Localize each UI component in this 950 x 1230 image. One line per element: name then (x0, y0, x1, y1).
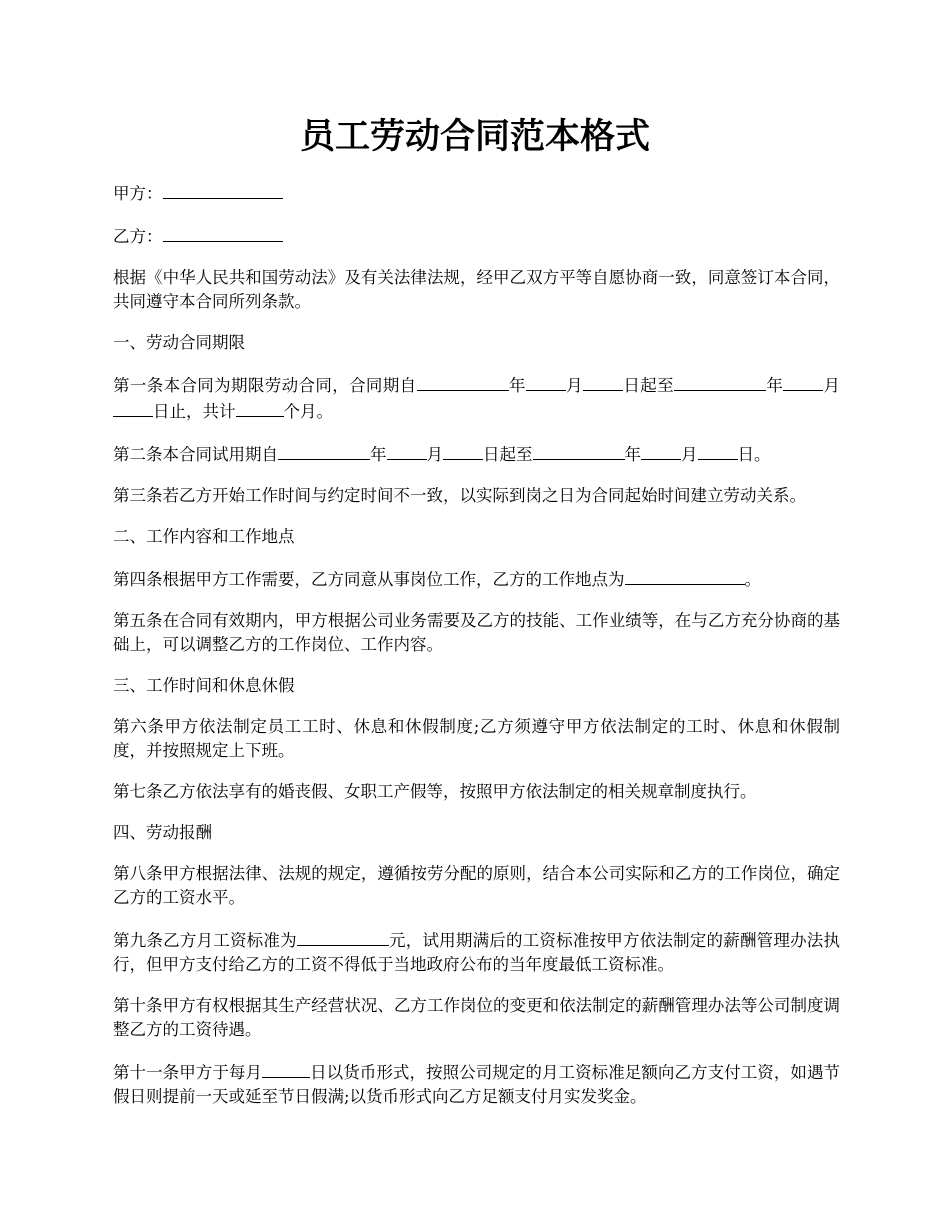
party-a-blank (163, 180, 283, 199)
article-1-text: 月 (565, 376, 583, 395)
blank-field (698, 441, 738, 460)
article-5: 第五条在合同有效期内，甲方根据公司业务需要及乙方的技能、工作业绩等，在与乙方充分协商的基础上，可以调整乙方的工作岗位、工作内容。 (113, 611, 840, 654)
article-3: 第三条若乙方开始工作时间与约定时间不一致，以实际到岗之日为合同起始时间建立劳动关系。 (113, 486, 806, 505)
blank-field (417, 372, 509, 391)
article-2-text: 年 (370, 445, 387, 464)
article-11 (113, 1059, 840, 1109)
article-9-text: 第九条乙方月工资标准为 (113, 931, 297, 950)
section-heading-3: 三、工作时间和休息休假 (113, 676, 295, 695)
article-1-text: 年 (765, 376, 784, 395)
article-9 (113, 927, 840, 977)
article-6: 第六条甲方依法制定员工工时、休息和休假制度;乙方须遵守甲方依法制定的工时、休息和休假制度，并按照规定上下班。 (113, 717, 840, 760)
blank-field (641, 441, 681, 460)
article-8: 第八条甲方根据法律、法规的规定，遵循按劳分配的原则，结合本公司实际和乙方的工作岗位，确定乙方的工资水平。 (113, 864, 840, 907)
article-4 (113, 566, 840, 592)
article-9-text: 元，试用期满后的工资标准按甲方依法制定的薪酬管理办法执行，但甲方支付给乙方的工资不得低于当地政府公布的当年度最低工资标准。 (113, 931, 841, 974)
article-2-text: 第二条本合同试用期自 (113, 445, 278, 464)
section-heading-1: 一、劳动合同期限 (113, 333, 245, 352)
article-11-text: 第十一条甲方于每月 (113, 1063, 263, 1082)
blank-field (583, 372, 623, 391)
article-2-text: 日。 (737, 445, 771, 464)
party-b-label: 乙方： (113, 227, 163, 246)
article-1 (113, 372, 840, 424)
preamble: 根据《中华人民共和国劳动法》及有关法律法规，经甲乙双方平等自愿协商一致，同意签订本合同，共同遵守本合同所列条款。 (113, 268, 840, 311)
article-4-text: 第四条根据甲方工作需要，乙方同意从事岗位工作，乙方的工作地点为 (113, 570, 625, 589)
blank-field (533, 441, 625, 460)
party-a-label: 甲方： (113, 184, 163, 203)
section-heading-2: 二、工作内容和工作地点 (113, 527, 295, 546)
article-1-text: 年 (508, 376, 526, 395)
document-body (113, 180, 840, 1126)
article-11-text: 日以货币形式，按照公司规定的月工资标准足额向乙方支付工资，如遇节假日则提前一天或延至节日假满;以货币形式向乙方足额支付月实发奖金。 (113, 1063, 841, 1106)
article-1-text: 日起至 (623, 376, 674, 395)
article-2-text: 月 (681, 445, 698, 464)
article-2 (113, 441, 840, 467)
document-title: 员工劳动合同范本格式 (299, 116, 650, 157)
article-7: 第七条乙方依法享有的婚丧假、女职工产假等，按照甲方依法制定的相关规章制度执行。 (113, 782, 757, 801)
blank-field (625, 566, 745, 585)
blank-field (278, 441, 370, 460)
article-2-text: 日起至 (483, 445, 533, 464)
article-1-text: 第一条本合同为期限劳动合同，合同期自 (113, 376, 417, 395)
blank-field (262, 1059, 310, 1078)
blank-field (526, 372, 566, 391)
article-1-text: 个月。 (283, 402, 333, 421)
article-2-text: 月 (426, 445, 443, 464)
blank-field (674, 372, 766, 391)
blank-field (236, 398, 284, 417)
article-10: 第十条甲方有权根据其生产经营状况、乙方工作岗位的变更和依法制定的薪酬管理办法等公司制度调整乙方的工资待遇。 (113, 996, 840, 1039)
blank-field (443, 441, 483, 460)
article-4-text: 。 (744, 570, 761, 589)
blank-field (113, 398, 153, 417)
blank-field (387, 441, 427, 460)
section-heading-4: 四、劳动报酬 (113, 823, 212, 842)
party-b-line (113, 223, 840, 249)
blank-field (783, 372, 823, 391)
article-1-text: 月 (823, 376, 841, 395)
party-b-blank (163, 223, 283, 242)
article-1-text: 日止，共计 (153, 402, 236, 421)
party-a-line (113, 180, 840, 206)
article-2-text: 年 (624, 445, 641, 464)
blank-field (297, 927, 389, 946)
